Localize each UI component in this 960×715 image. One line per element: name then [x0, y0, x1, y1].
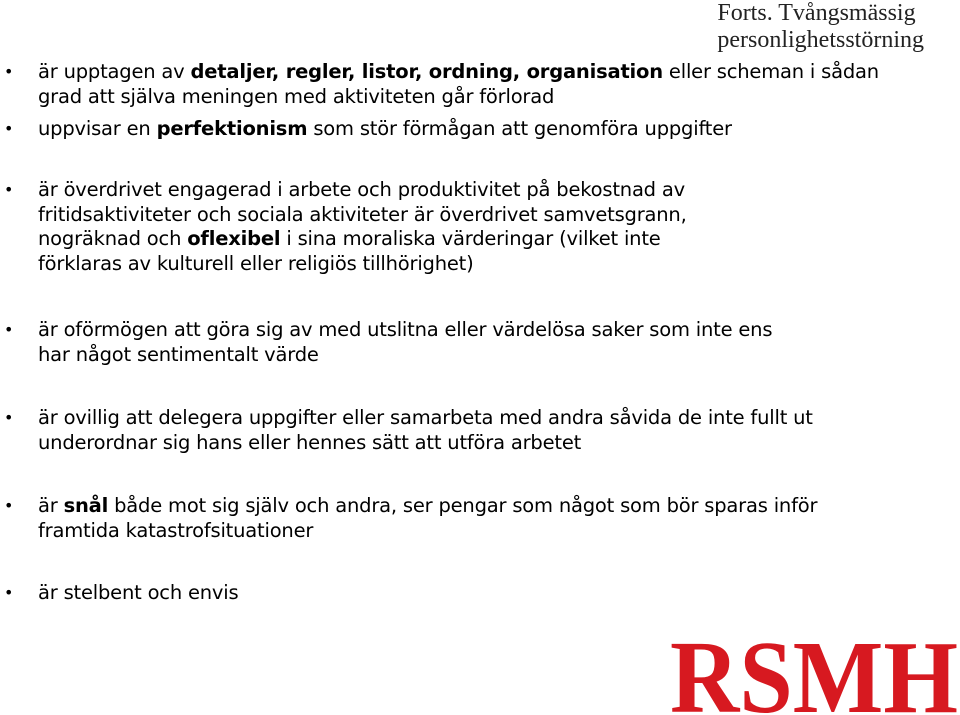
bullet-emphasis: oflexibel — [187, 227, 281, 250]
bullet-icon: • — [4, 320, 14, 339]
bullet-icon: • — [4, 62, 14, 81]
bullet-icon: • — [4, 119, 14, 138]
bullet-emphasis: detaljer, regler, listor, ordning, organisation — [190, 60, 663, 83]
bullet-icon: • — [4, 180, 14, 199]
bullet-icon: • — [4, 408, 14, 427]
bullet-text: är stelbent och envis — [38, 581, 239, 604]
bullet-icon: • — [4, 583, 14, 602]
slide-title-line1: Forts. Tvångsmässig — [717, 0, 916, 26]
bullet-text: är — [38, 494, 64, 517]
slide-title-line2: personlighetsstörning — [717, 27, 924, 53]
bullet-item — [4, 318, 798, 367]
bullet-emphasis: perfektionism — [156, 117, 308, 140]
bullet-text: är upptagen av — [38, 60, 191, 83]
bullet-text: uppvisar en — [38, 117, 157, 140]
bullet-text: är ovillig att delegera uppgifter eller samarbeta med andra såvida de inte fullt ut underordnar sig hans eller hennes sätt att utföra arbetet — [38, 406, 813, 454]
bullet-item — [4, 581, 918, 606]
bullet-item — [4, 494, 838, 543]
bullet-text: i sina moraliska värderingar (vilket inte förklaras av kulturell eller religiös tillhörighet) — [38, 227, 661, 275]
bullet-item — [4, 60, 918, 109]
bullet-emphasis: snål — [63, 494, 109, 517]
bullet-text: som stör förmågan att genomföra uppgifter — [307, 117, 732, 140]
bullet-text: både mot sig själv och andra, ser pengar som något som bör sparas inför framtida katastrofsituationer — [38, 494, 818, 542]
bullet-text: eller scheman i sådan grad att själva meningen med aktiviteten går förlorad — [38, 60, 879, 108]
bullet-text: är överdrivet engagerad i arbete och produktivitet på bekostnad av fritidsaktiviteter och sociala aktiviteter är överdrivet samvetsgrann, nogräknad och — [38, 178, 687, 250]
bullet-item — [4, 117, 918, 142]
bullet-text: är oförmögen att göra sig av med utslitna eller värdelösa saker som inte ens har något sentimentalt värde — [38, 318, 773, 366]
bullet-icon: • — [4, 496, 14, 515]
rsmh-logo — [668, 628, 960, 715]
rsmh-logo-text: RSMH — [670, 628, 958, 715]
bullet-item — [4, 178, 724, 276]
bullet-item — [4, 406, 818, 455]
